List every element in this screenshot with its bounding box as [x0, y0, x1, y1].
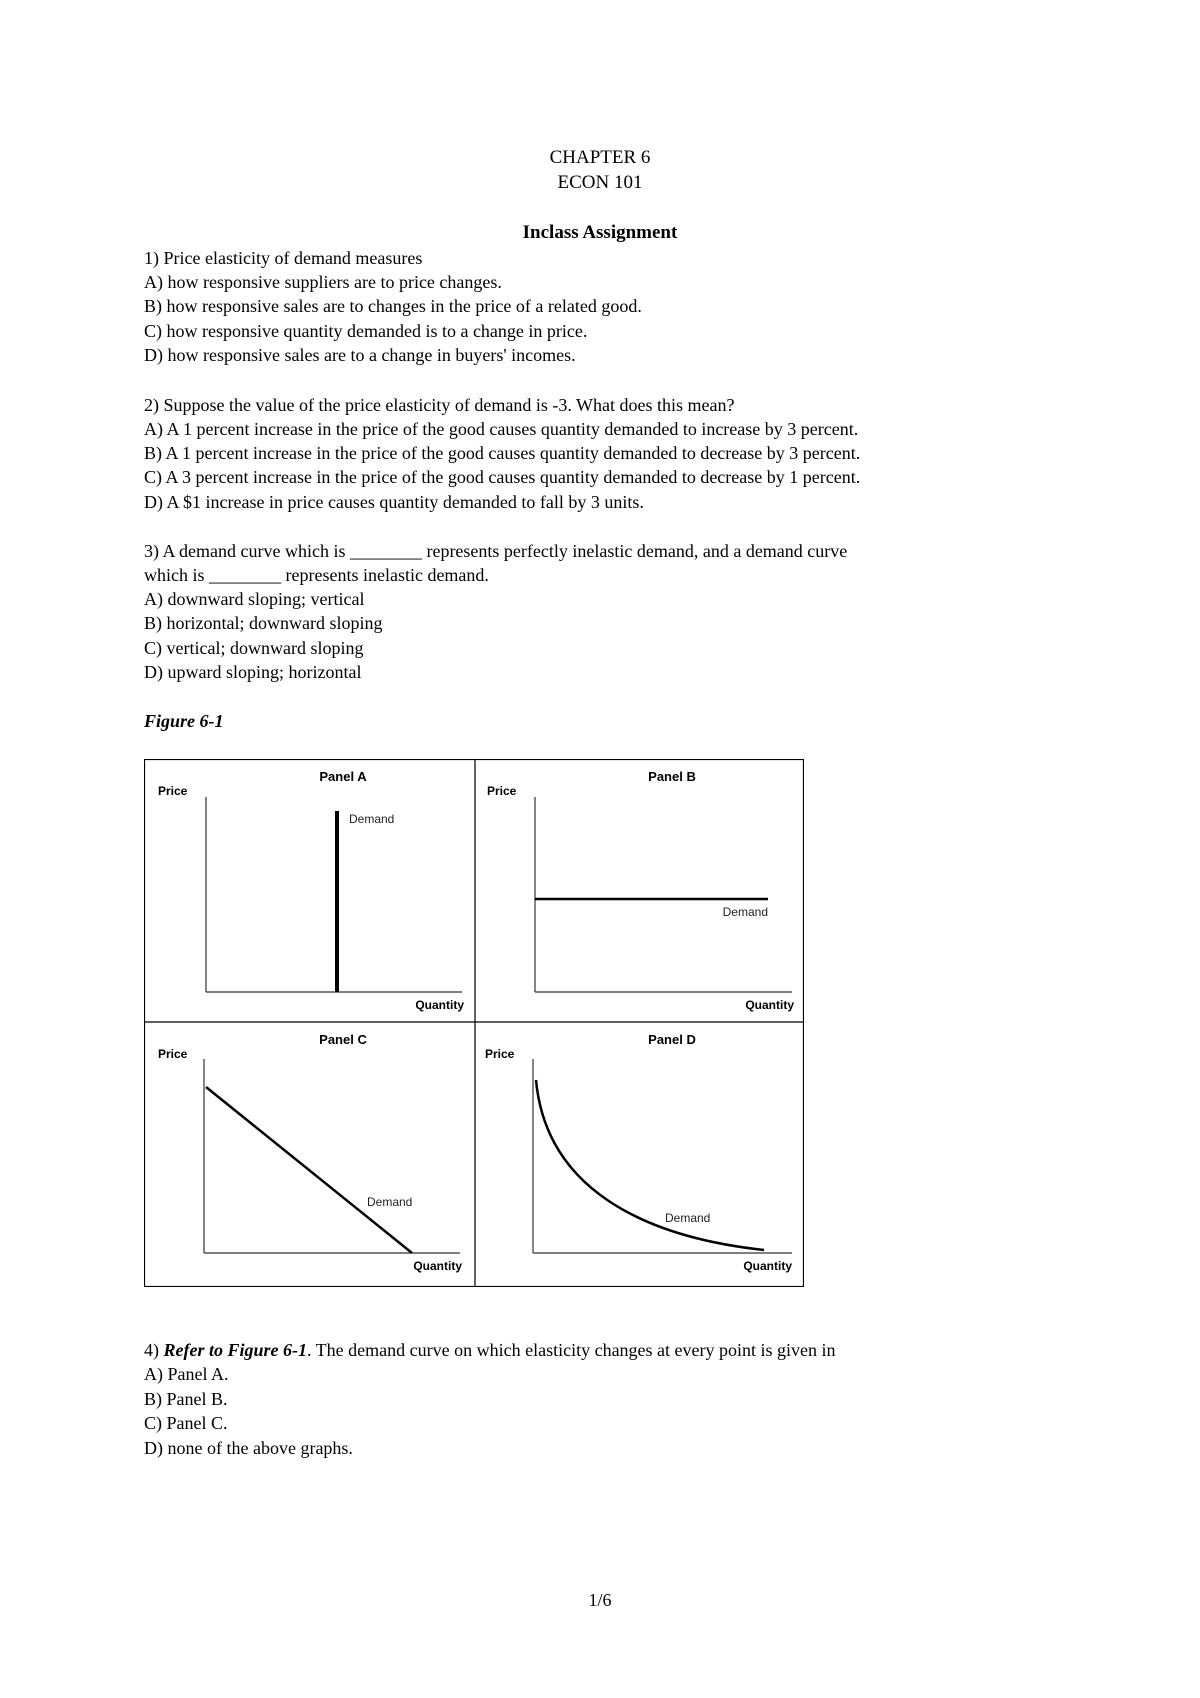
panel-d-title: Panel D	[648, 1032, 696, 1047]
panel-d-y-axis-label: Price	[485, 1047, 515, 1061]
question-4-figure-reference: Refer to Figure 6-1	[163, 1340, 307, 1360]
question-4-option-c: C) Panel C.	[144, 1413, 228, 1433]
panel-c-demand-curve	[206, 1087, 412, 1253]
question-4-stem	[144, 1338, 836, 1362]
question-3-option-b: B) horizontal; downward sloping	[144, 613, 383, 633]
panel-d-demand-curve	[536, 1080, 764, 1250]
figure-frame	[145, 760, 804, 1287]
question-1-option-d: D) how responsive sales are to a change in buyers' incomes.	[144, 345, 576, 365]
panel-c-demand-label: Demand	[367, 1195, 413, 1209]
panel-a-x-axis-label: Quantity	[415, 998, 464, 1012]
assignment-title: Inclass Assignment	[522, 222, 678, 243]
question-3-option-a: A) downward sloping; vertical	[144, 589, 365, 609]
panel-d-demand-label: Demand	[665, 1211, 711, 1225]
question-2-option-d: D) A $1 increase in price causes quantity demanded to fall by 3 units.	[144, 492, 644, 512]
figure-6-1	[144, 759, 804, 1287]
question-4-option-d: D) none of the above graphs.	[144, 1438, 353, 1458]
panel-d-x-axis-label: Quantity	[743, 1259, 792, 1273]
question-4-option-a: A) Panel A.	[144, 1364, 229, 1384]
question-2-option-c: C) A 3 percent increase in the price of the good causes quantity demanded to decrease by 1 percent.	[144, 467, 861, 487]
panel-a-y-axis-label: Price	[158, 784, 188, 798]
panel-c-y-axis-label: Price	[158, 1047, 188, 1061]
chapter-title: CHAPTER 6	[549, 147, 651, 168]
panel-b-demand-label: Demand	[722, 905, 768, 919]
question-1-stem: 1) Price elasticity of demand measures	[144, 248, 423, 268]
panel-a	[158, 769, 464, 1012]
panel-b-x-axis-label: Quantity	[745, 998, 794, 1012]
question-3-option-c: C) vertical; downward sloping	[144, 638, 364, 658]
question-2-option-a: A) A 1 percent increase in the price of the good causes quantity demanded to increase by 3 percent.	[144, 419, 859, 439]
question-3-stem-line-2: which is ________ represents inelastic demand.	[144, 565, 489, 585]
panel-c-title: Panel C	[319, 1032, 367, 1047]
panel-b-title: Panel B	[648, 769, 696, 784]
panel-b-y-axis-label: Price	[487, 784, 517, 798]
figure-label: Figure 6-1	[144, 711, 224, 731]
panel-b	[487, 769, 794, 1012]
figure-graph	[144, 759, 804, 1287]
page-number: 1/6	[588, 1590, 612, 1610]
panel-a-title: Panel A	[319, 769, 367, 784]
question-2-stem: 2) Suppose the value of the price elasticity of demand is -3. What does this mean?	[144, 395, 735, 415]
panel-a-demand-label: Demand	[349, 812, 395, 826]
question-3-option-d: D) upward sloping; horizontal	[144, 662, 362, 682]
question-4-stem-rest: . The demand curve on which elasticity changes at every point is given in	[307, 1340, 836, 1360]
question-4-option-b: B) Panel B.	[144, 1389, 228, 1409]
question-4-number: 4)	[144, 1340, 164, 1360]
question-1-option-b: B) how responsive sales are to changes in the price of a related good.	[144, 296, 642, 316]
question-1-option-c: C) how responsive quantity demanded is to a change in price.	[144, 321, 588, 341]
panel-d	[485, 1032, 792, 1273]
panel-c-x-axis-label: Quantity	[413, 1259, 462, 1273]
question-1-option-a: A) how responsive suppliers are to price changes.	[144, 272, 502, 292]
course-title: ECON 101	[557, 172, 643, 193]
question-3-stem-line-1: 3) A demand curve which is ________ represents perfectly inelastic demand, and a demand curve	[144, 541, 848, 561]
panel-c	[158, 1032, 462, 1273]
question-2-option-b: B) A 1 percent increase in the price of the good causes quantity demanded to decrease by 3 percent.	[144, 443, 861, 463]
